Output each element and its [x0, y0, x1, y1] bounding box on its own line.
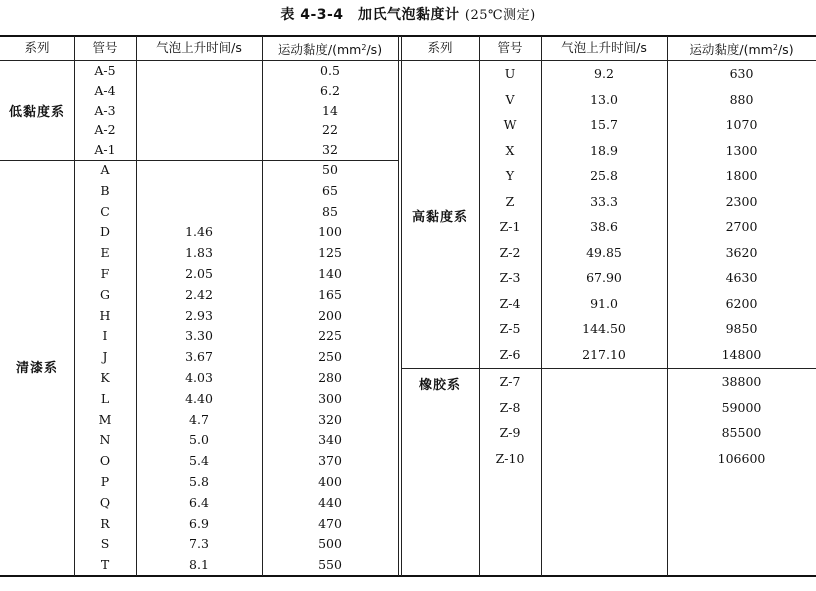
viscosity-cell: 6.2 — [320, 83, 340, 98]
viscosity-cell: 3620 — [725, 245, 758, 260]
tube-cell: S — [100, 536, 110, 551]
rise-time-cell — [136, 120, 262, 140]
rise-time-cell: 4.7 — [189, 412, 209, 427]
tube-cell: X — [505, 143, 515, 158]
panel-divider — [398, 36, 399, 576]
rise-time-cell: 4.40 — [185, 391, 213, 406]
viscosity-cell: 32 — [322, 142, 338, 157]
tube-cell: Y — [505, 168, 515, 183]
rise-time-cell: 6.9 — [189, 516, 209, 531]
viscosity-cell: 880 — [729, 92, 754, 107]
header-viscosity-prefix: 运动黏度/(mm — [277, 42, 362, 57]
header-rise-time-right: 气泡上升时间/s — [561, 40, 647, 55]
tube-cell: V — [505, 92, 515, 107]
header-series-left: 系列 — [24, 40, 50, 55]
rise-time-cell — [136, 61, 262, 81]
viscosity-cell: 9850 — [725, 321, 758, 336]
header-series-right: 系列 — [427, 40, 453, 55]
tube-cell: Z-6 — [499, 347, 521, 362]
tube-cell: H — [99, 308, 111, 323]
rise-time-cell: 49.85 — [586, 245, 622, 260]
tube-cell: Z-7 — [499, 374, 521, 389]
tube-cell: Z-1 — [499, 219, 521, 234]
viscosity-cell: 1070 — [725, 117, 758, 132]
rise-time-cell — [541, 369, 667, 394]
rise-time-cell: 38.6 — [590, 219, 618, 234]
tube-cell: Z-10 — [495, 451, 525, 466]
panel-divider — [401, 36, 402, 576]
tube-cell: G — [100, 287, 110, 302]
rise-time-cell: 2.42 — [185, 287, 213, 302]
viscosity-cell: 106600 — [717, 451, 766, 466]
tube-cell: B — [100, 183, 110, 198]
rise-time-cell — [136, 159, 262, 180]
viscosity-cell: 14800 — [721, 347, 762, 362]
header-viscosity-suffix: /s) — [366, 42, 383, 57]
table-bottom-rule — [0, 575, 816, 577]
header-viscosity-right — [667, 36, 816, 60]
tube-cell: W — [503, 117, 517, 132]
rise-time-cell — [541, 446, 667, 471]
tube-cell: C — [100, 204, 110, 219]
rise-time-cell: 6.4 — [189, 495, 209, 510]
tube-cell: L — [100, 391, 110, 406]
header-tube-right: 管号 — [497, 40, 523, 55]
group-label-varnish: 橡胶系 — [418, 378, 461, 393]
viscosity-cell: 400 — [318, 474, 342, 489]
rise-time-cell: 8.1 — [189, 557, 209, 572]
rise-time-cell — [136, 140, 262, 160]
rise-time-cell: 13.0 — [590, 92, 618, 107]
tube-cell: Z-2 — [499, 245, 521, 260]
table-title-label: 表 4-3-4 加氏气泡黏度计 — [280, 7, 460, 23]
viscosity-cell: 85500 — [721, 425, 762, 440]
viscosity-cell: 1800 — [725, 168, 758, 183]
viscosity-cell: 370 — [318, 453, 342, 468]
group-label-high-viscosity: 高黏度系 — [411, 210, 468, 225]
viscosity-cell: 630 — [729, 66, 754, 81]
rise-time-cell: 91.0 — [590, 296, 618, 311]
tube-cell: Z — [505, 194, 515, 209]
viscosity-cell: 100 — [318, 224, 342, 239]
rise-time-cell: 67.90 — [586, 270, 622, 285]
tube-cell: E — [100, 245, 110, 260]
viscosity-cell: 1300 — [725, 143, 758, 158]
rise-time-cell: 5.8 — [189, 474, 209, 489]
viscosity-cell: 300 — [318, 391, 342, 406]
tube-cell: A — [100, 162, 110, 177]
viscosity-cell: 340 — [318, 432, 342, 447]
viscosity-cell: 2300 — [725, 194, 758, 209]
tube-cell: O — [99, 453, 111, 468]
rise-time-cell: 1.46 — [185, 224, 213, 239]
rise-time-cell: 33.3 — [590, 194, 618, 209]
viscosity-cell: 65 — [322, 183, 338, 198]
tube-cell: P — [100, 474, 110, 489]
header-viscosity-prefix: 运动黏度/(mm — [689, 42, 773, 57]
tube-cell: J — [102, 349, 108, 364]
rise-time-cell — [136, 201, 262, 222]
viscosity-cell: 59000 — [721, 400, 762, 415]
tube-cell: U — [504, 66, 516, 81]
rise-time-cell — [541, 420, 667, 445]
rise-time-cell: 4.03 — [185, 370, 213, 385]
rise-time-cell — [136, 101, 262, 121]
rise-time-cell — [541, 395, 667, 420]
rise-time-cell: 1.83 — [185, 245, 213, 260]
viscosity-cell: 4630 — [725, 270, 758, 285]
rise-time-cell: 5.4 — [189, 453, 209, 468]
table-title — [0, 4, 816, 24]
tube-cell: Z-5 — [499, 321, 521, 336]
rise-time-cell: 2.93 — [185, 308, 213, 323]
viscosity-cell: 250 — [318, 349, 342, 364]
viscosity-cell: 165 — [318, 287, 342, 302]
rise-time-cell: 3.30 — [185, 328, 213, 343]
tube-cell: A-3 — [94, 103, 116, 118]
tube-cell: N — [99, 432, 111, 447]
tube-cell: K — [100, 370, 110, 385]
tube-cell: A-4 — [94, 83, 116, 98]
viscosity-cell: 200 — [318, 308, 342, 323]
table-title-note: (25℃测定) — [464, 8, 536, 23]
viscosity-cell: 225 — [318, 328, 342, 343]
group-label-low-viscosity: 低黏度系 — [8, 105, 65, 120]
tube-cell: T — [100, 557, 110, 572]
viscosity-cell: 22 — [322, 122, 338, 137]
viscosity-cell: 14 — [322, 103, 338, 118]
header-viscosity-left — [262, 36, 398, 60]
tube-cell: A-1 — [94, 142, 116, 157]
tube-cell: A-5 — [94, 63, 116, 78]
tube-cell: Z-4 — [499, 296, 521, 311]
viscosity-cell: 320 — [318, 412, 342, 427]
tube-cell: I — [102, 328, 108, 343]
group-label-varnish-left: 清漆系 — [15, 361, 58, 376]
header-rise-time-left: 气泡上升时间/s — [156, 40, 242, 55]
viscosity-cell: 500 — [318, 536, 342, 551]
rise-time-cell: 7.3 — [189, 536, 209, 551]
rise-time-cell: 15.7 — [590, 117, 618, 132]
viscosity-cell: 38800 — [721, 374, 762, 389]
viscosity-cell: 125 — [318, 245, 342, 260]
tube-cell: M — [98, 412, 112, 427]
viscosity-cell: 470 — [318, 516, 342, 531]
tube-cell: D — [99, 224, 111, 239]
rise-time-cell: 3.67 — [185, 349, 213, 364]
tube-cell: A-2 — [94, 122, 116, 137]
header-viscosity-sup: 2 — [361, 43, 367, 52]
viscosity-cell: 2700 — [725, 219, 758, 234]
tube-cell: Q — [99, 495, 111, 510]
viscosity-cell: 550 — [318, 557, 342, 572]
viscosity-cell: 85 — [322, 204, 338, 219]
viscosity-cell: 440 — [318, 495, 342, 510]
header-tube-left: 管号 — [92, 40, 118, 55]
header-viscosity-sup: 2 — [772, 43, 778, 52]
rise-time-cell: 144.50 — [582, 321, 626, 336]
rise-time-cell — [136, 180, 262, 201]
viscosity-cell: 6200 — [725, 296, 758, 311]
tube-cell: Z-8 — [499, 400, 521, 415]
viscosity-cell: 140 — [318, 266, 342, 281]
rise-time-cell: 217.10 — [582, 347, 626, 362]
viscosity-cell: 0.5 — [320, 63, 340, 78]
tube-cell: F — [100, 266, 110, 281]
rise-time-cell: 18.9 — [590, 143, 618, 158]
header-viscosity-suffix: /s) — [777, 42, 794, 57]
rise-time-cell: 2.05 — [185, 266, 213, 281]
rise-time-cell: 9.2 — [594, 66, 614, 81]
rise-time-cell — [136, 81, 262, 101]
tube-cell: R — [100, 516, 110, 531]
tube-cell: Z-9 — [499, 425, 521, 440]
viscosity-cell: 50 — [322, 162, 338, 177]
rise-time-cell: 25.8 — [590, 168, 618, 183]
rise-time-cell: 5.0 — [189, 432, 209, 447]
viscosity-cell: 280 — [318, 370, 342, 385]
tube-cell: Z-3 — [499, 270, 521, 285]
